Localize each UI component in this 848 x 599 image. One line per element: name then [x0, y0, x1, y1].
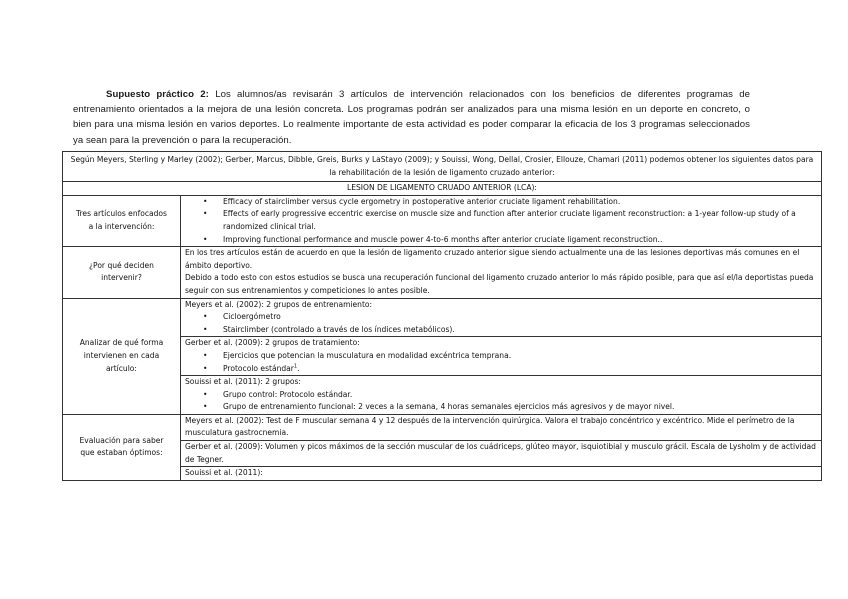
lesion-abbr: (LCA): — [511, 183, 537, 193]
intro-text: Los alumnos/as revisarán 3 artículos de intervención relacionados con los beneficios de diferentes programas de entrenamiento orientados a la mejora de una lesión concreta. Los programas podrán ser analizados para una misma lesión en un deporte en concreto, o bien para una misma lesión en varios deportes. Lo realmente importante de esta actividad es poder comparar la eficacia de los 3 programas seleccionados ya sean para la prevención o para la recuperación. — [73, 89, 751, 146]
articles-list — [185, 196, 817, 246]
gerber-item-protocol: Protocolo estándar — [223, 363, 294, 373]
list-item: • Effects of early progressive eccentric exercise on muscle size and function after anterior cruciate ligament reconstruction: a 1-year follow-up study of a randomized clinical trial. — [223, 208, 817, 233]
row-label-how: Analizar de qué forma intervienen en cada artículo: — [63, 298, 181, 414]
table-row — [63, 195, 822, 246]
eval-meyers: Meyers et al. (2002): Test de F muscular semana 4 y 12 después de la intervención quirúrgica. Valora el trabajo concéntrico y excéntrico. Mide el perímetro de la musculatura gastrocnemia. — [185, 415, 795, 438]
table-row — [63, 247, 822, 298]
intro-paragraph — [73, 87, 750, 148]
eval-gerber: Gerber et al. (2009): Volumen y picos máximos de la sección muscular de los cuádriceps, glúteo mayor, isquiotibial y musculo grácil. Escala de Lysholm y de actividad de Tegner. — [181, 440, 821, 466]
list-item: • Protocolo estándar$^1$. — [223, 363, 817, 376]
why-paragraph-2: Debido a todo esto con estos estudios se busca una recuperación funcional del ligamento cruzado anterior lo más rápido posible, para que así el/la deportistas pueda seguir con sus entrenamientos y competiciones lo antes posible. — [185, 273, 814, 295]
row-label-articles: Tres artículos enfocados a la intervención: — [63, 195, 181, 246]
table-row — [63, 298, 822, 414]
table-header: Según Meyers, Sterling y Marley (2002); Gerber, Marcus, Dibble, Greis, Burks y LaStayo (2009); y Souissi, Wong, Dellal, Crosier, Ellouze, Chamari (2011) podemos obtener los siguientes datos para la rehabilitación de la lesión de ligamento cruzado anterior: — [63, 152, 822, 182]
why-paragraph-1: En los tres artículos están de acuerdo en que la lesión de ligamento cruzado anterior sigue siendo actualmente una de las lesiones deportivas más comunes en el ámbito deportivo. — [185, 248, 800, 270]
summary-table — [62, 151, 822, 481]
eval-souissi: Souissi et al. (2011): — [181, 466, 821, 480]
intro-lead-label: Supuesto práctico 2: — [106, 89, 209, 100]
souissi-title: Souissi et al. (2011): 2 grupos: — [185, 377, 301, 387]
why-cell — [181, 247, 822, 298]
lesion-title-cell — [63, 182, 822, 196]
list-item: • Improving functional performance and muscle power 4-to-6 months after anterior cruciate ligament reconstruction.. — [223, 234, 817, 247]
table-header-row — [63, 152, 822, 182]
gerber-title: Gerber et al. (2009): 2 grupos de tratamiento: — [185, 338, 360, 348]
souissi-list — [185, 389, 817, 414]
how-cell — [181, 298, 822, 414]
gerber-section — [181, 336, 821, 375]
gerber-list — [185, 350, 817, 375]
footnote-marker: 1 — [293, 362, 298, 369]
meyers-list — [185, 311, 817, 336]
meyers-title: Meyers et al. (2002): 2 grupos de entrenamiento: — [185, 299, 373, 309]
list-item: • Grupo de entrenamiento funcional: 2 veces a la semana, 4 horas semanales ejercicios más agresivos y de mayor nivel. — [223, 401, 817, 414]
lesion-title: LESION DE LIGAMENTO CRUADO ANTERIOR — [347, 183, 512, 193]
row-label-why: ¿Por qué deciden intervenir? — [63, 247, 181, 298]
list-item: • Cicloergómetro — [223, 311, 817, 324]
evaluation-cell — [181, 414, 822, 480]
row-label-evaluation: Evaluación para saber que estaban óptimos: — [63, 414, 181, 480]
souissi-section — [181, 375, 821, 414]
lesion-title-row — [63, 182, 822, 196]
list-item: • Efficacy of stairclimber versus cycle ergometry in postoperative anterior cruciate ligament rehabilitation. — [223, 196, 817, 209]
articles-cell — [181, 195, 822, 246]
list-item: • Grupo control: Protocolo estándar. — [223, 389, 817, 402]
list-item: • Stairclimber (controlado a través de los índices metabólicos). — [223, 324, 817, 337]
meyers-section — [185, 299, 817, 337]
list-item: • Ejercicios que potencian la musculatura en modalidad excéntrica temprana. — [223, 350, 817, 363]
table-row — [63, 414, 822, 480]
